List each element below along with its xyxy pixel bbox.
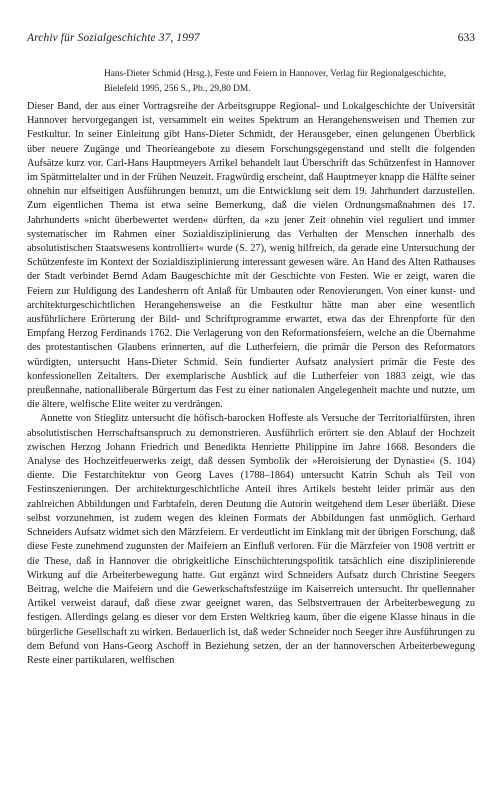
paragraph-1: Dieser Band, der aus einer Vortragsreihe der Arbeitsgruppe Regional- und Lokalgeschichte der Universität Hannover hervorgegangen ist, versammelt ein weites Spektrum an Herangehensweisen und Themen zur Festkultur. In seiner Einleitung gibt Hans-Dieter Schmidt, der Herausgeber, einen gelungenen Überblick über neuere Zugänge und Theorieangebote zu diesem Forschungsgegenstand und stellt die folgenden Aufsätze kurz vor. Carl-Hans Hauptmeyers Artikel behandelt laut Überschrift das Schützenfest in Hannover im Spätmittelalter und in der Frühen Neuzeit. Fragwürdig erscheint, daß Hauptmeyer knapp die Hälfte seiner ohnehin nur elfseitigen Ausführungen benutzt, um die Entwicklung seit dem 19. Jahrhundert darzustellen. Zum eigentlichen Thema ist etwa seine Bemerkung, daß die vielen Ordnungsmaßnahmen des 17. Jahrhunderts »nicht überbewertet werden« dürften, da »zu jener Zeit ohnehin viel reguliert und immer systematischer im Rahmen einer Sozialdisziplinierung das Verhalten der Menschen innerhalb des absolutistischen Staatswesens kontrolliert« wurde (S. 27), wenig hilfreich, da gerade eine Untersuchung der Schützenfeste im Kontext der Sozialdisziplinierung interessant gewesen wäre. An Hand des Alten Rathauses der Stadt verbindet Bernd Adam Baugeschichte mit der Geschichte von Festen. Wie er zeigt, waren die Feiern zur Huldigung des Landesherrn oft Anlaß für Umbauten oder Renovierungen. Von einer kunst- und architekturgeschichtlichen Herangehensweise an die Festkultur hätte man aber eine wesentlich ausführlichere Erörterung der Bild- und Schriftprogramme erwartet, etwa das der Ehrenpforte für den Empfang Herzog Ferdinands 1762. Die Verlagerung von den Reformationsfeiern, welche an die Übernahme des protestantischen Glaubens erinnerten, auf die Lutherfeiern, die primär die Person des Reformators würdigten, untersucht Hans-Dieter Schmid. Sein fundierter Aufsatz analysiert primär die Feste des konfessionellen Zeitalters. Der exemplarische Ausblick auf die Lutherfeier von 1883 zeigt, wie das preußennahe, nationalliberale Bürgertum das Fest zu einer nationalen Angelegenheit machte und nutzte, um die ältere, welfische Elite weiter zu verdrängen. [27, 101, 475, 411]
journal-title: Archiv für Sozialgeschichte 37, 1997 [27, 32, 200, 44]
running-header [27, 32, 475, 50]
paragraph-2: Annette von Stieglitz untersucht die höfisch-barocken Hoffeste als Versuche der Territorialfürsten, ihren absolutistischen Herrschaftsanspruch zu demonstrieren. Ausführlich erörtert sie den Ablauf der Hochzeit zwischen Herzog Johann Friedrich und Benedikta Henriette Philippine im Jahre 1668. Besonders die Analyse des Hochzeitfeuerwerks zeigt, daß dessen Symbolik der »Heroisierung der Dynastie« (S. 104) diente. Die Festarchitektur von Georg Laves (1788–1864) untersucht Katrin Schuh als Teil von Festinszenierungen. Der architekturgeschichtliche Anteil ihres Artikels besteht leider primär aus den zahlreichen Abbildungen und Farbtafeln, deren Deutung die Autorin weitgehend dem Leser überläßt. Diese selbst vorzunehmen, ist zudem wegen des kleinen Formats der Abbildungen fast unmöglich. Gerhard Schneiders Aufsatz widmet sich den Märzfeiern. Er verdeutlicht im Einklang mit der übrigen Forschung, daß diese Feste zunehmend zugunsten der Maifeiern an Einfluß verloren. Für die Märzfeier von 1908 vertritt er die These, daß in Hannover die obrigkeitliche Einschüchterungspolitik tatsächlich eine disziplinierende Wirkung auf die Arbeiterbewegung hatte. Gut ergänzt wird Schneiders Aufsatz durch Christine Seegers Beitrag, welche die Maifeiern und die Gewerkschaftsfestzüge im Kaiserreich untersucht. Ihr quellennaher Artikel verweist darauf, daß diese zwar geeignet waren, das Selbstvertrauen der Arbeiterbewegung zu festigen. Allerdings gelang es dieser vor dem Ersten Weltkrieg kaum, über die eigene Klasse hinaus in die bürgerliche Gesellschaft zu wirken. Bedauerlich ist, daß weder Schneider noch Seeger ihre Ausführungen zu dem Befund von Hans-Georg Aschoff in Beziehung setzen, der an der hannoverschen Arbeiterbewegung Reste einer partikularen, welfischen [27, 413, 475, 666]
page-number: 633 [457, 32, 475, 44]
review-body [27, 100, 475, 668]
book-citation: Hans-Dieter Schmid (Hrsg.), Feste und Feiern in Hannover, Verlag für Regionalgeschichte, Bielefeld 1995, 256 S., Pb., 29,80 DM. [104, 69, 447, 94]
